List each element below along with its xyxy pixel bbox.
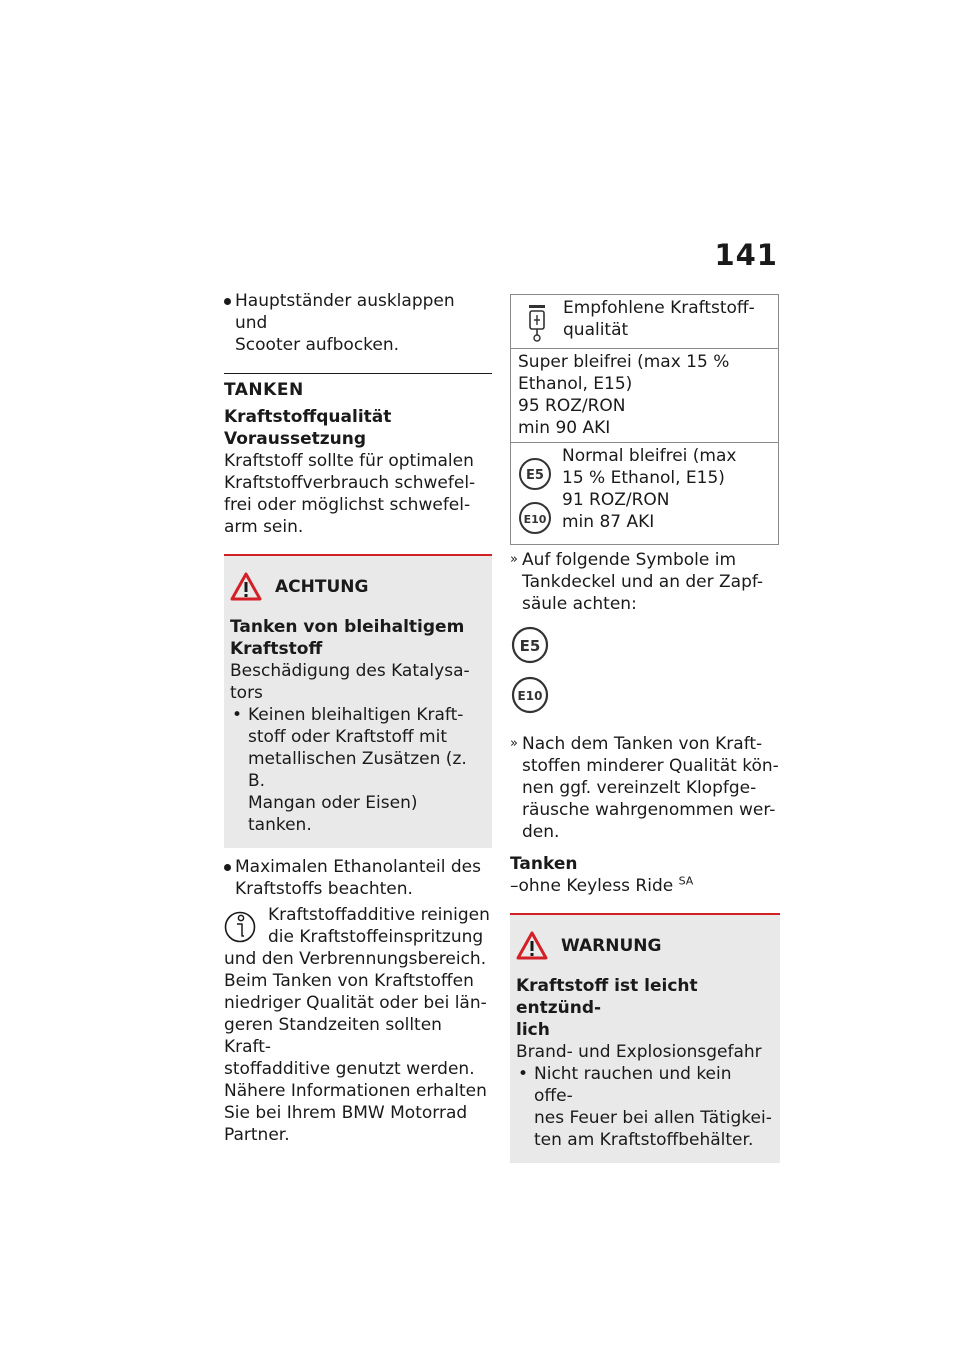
fuel-requirement-text: Kraftstoff sollte für optimalen Kraftstoffverbrauch schwefel- frei oder möglichst schwefel- arm sein. [224,451,476,537]
caution-box: ACHTUNG Tanken von bleihaltigem Kraftstoff Beschädigung des Katalysa- tors • Keinen bleihaltigen Kraft- stoff oder Kraftstoff mit metallischen Zusätzen (z. B. Mangan oder Eisen) tanken. [224,554,492,848]
warning-header [516,931,772,961]
svg-text:E5: E5 [519,637,541,655]
subline-keyless: –ohne Keyless Ride $^{SA}$ [510,874,694,896]
sa-marker: SA [678,874,694,888]
svg-text:E5: E5 [526,468,544,483]
caution-label: ACHTUNG [275,577,369,597]
info-icon [224,908,256,944]
subhead-refuel: Tanken [510,854,578,874]
warning-triangle-icon [516,931,548,961]
page-number: 141 [714,238,778,272]
svg-text:E10: E10 [523,513,547,526]
subhead-requirement: Voraussetzung [224,429,367,449]
svg-text:E10: E10 [517,689,543,703]
instruction-symbols: » Auf folgende Symbole im Tankdeckel und an der Zapf- säule achten: [510,550,764,614]
step-ethanol: Maximalen Ethanolanteil des Kraftstoffs beachten. [224,856,492,900]
bullet-icon: • [232,705,243,725]
section-title: TANKEN [224,373,492,401]
e10-symbol-icon [510,675,550,715]
caution-description: Beschädigung des Katalysa- [230,661,470,681]
warning-box: WARNUNG Kraftstoff ist leicht entzünd- lich Brand- und Explosionsgefahr • Nicht rauchen und kein offe- nes Feuer bei allen Tätigkei- ten am Kraftstoffbehälter. [510,913,780,1163]
warning-bullet: • Nicht rauchen und kein offe- nes Feuer bei allen Tätigkei- ten am Kraftstoffbehälter. [518,1064,772,1150]
left-column [224,290,492,1146]
bullet-icon: • [518,1064,529,1084]
arrow-icon: » [510,552,518,567]
warning-title: Kraftstoff ist leicht entzünd- [516,976,698,1018]
subhead-fuel-quality: Kraftstoffqualität [224,407,392,427]
e10-symbol-icon [518,501,552,535]
step-unfold-stand: Hauptständer ausklappen und Scooter aufbocken. [224,290,492,356]
symbol-e5 [510,625,780,669]
table-row [511,349,779,443]
table-cell-super: Super bleifrei (max 15 % Ethanol, E15) 95 ROZ/RON min 90 AKI [511,349,779,443]
table-header-cell: Empfohlene Kraftstoff- qualität [511,295,779,349]
table-row [511,295,779,349]
right-column [510,294,780,1163]
step-dot-icon [224,864,231,871]
step-dot-icon [224,298,231,305]
info-note: Kraftstoffadditive reinigen die Kraftstoffeinspritzung und den Verbrennungsbereich. Beim Tanken von Kraftstoffen niedriger Qualität oder bei län- geren Standzeiten sollten Kraft- stoffadditive genutzt werden. Nähere Informationen erhalten Sie bei Ihrem BMW Motorrad Partner. [224,905,490,1145]
table-row [511,443,779,545]
fuel-quality-table [510,294,779,545]
e5-symbol-icon [510,625,550,665]
fuel-pump-nozzle-icon [519,299,555,345]
instruction-knocking: » Nach dem Tanken von Kraft- stoffen minderer Qualität kön- nen ggf. vereinzelt Klopfge- räusche wahrgenommen wer- den. [510,734,779,842]
caution-title: Tanken von bleihaltigem [230,617,465,637]
table-cell-normal: E5 E10 Normal bleifrei (max 15 % Ethanol, E15) 91 ROZ/RON min 87 AKI [511,443,779,545]
warning-triangle-icon [230,572,262,602]
e5-symbol-icon [518,457,552,491]
symbol-e10 [510,675,780,719]
warning-description: Brand- und Explosionsgefahr [516,1042,762,1062]
arrow-icon: » [510,736,518,751]
caution-header [230,572,484,602]
caution-bullet: • Keinen bleihaltigen Kraft- stoff oder Kraftstoff mit metallischen Zusätzen (z. B. Mangan oder Eisen) tanken. [232,705,467,835]
warning-label: WARNUNG [561,936,662,956]
